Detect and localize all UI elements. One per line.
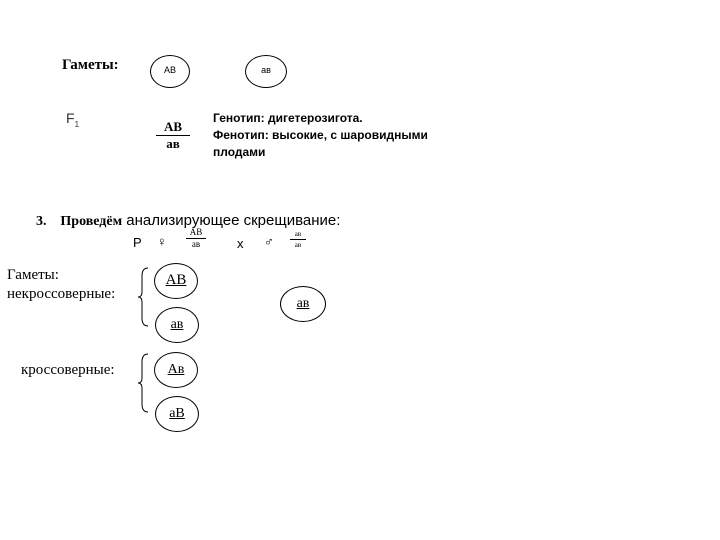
phenotype-line-1: Фенотип: высокие, с шаровидными [213,128,428,142]
f1-genotype-denominator: ав [166,136,180,151]
f1-genotype-numerator: АВ [156,119,190,136]
f1-letter: F [66,110,75,126]
female-genotype-numerator: АВ [186,227,206,239]
f1-description [213,110,428,161]
male-genotype [290,229,306,250]
genotype-line: Генотип: дигетерозигота. [213,111,363,125]
male-gamete-label: ав [296,296,310,311]
parents-label: Р [133,235,142,250]
f1-genotype [156,119,190,152]
crossover-gamete-2 [155,396,199,432]
male-symbol: ♂ [264,234,274,249]
gamete-circle-2 [245,55,287,88]
crossover-gamete-1-label: Ав [167,362,185,377]
step-number: 3. [36,214,47,229]
gametes-label-line-1: Гаметы: [7,267,59,283]
noncrossover-gamete-2-label: ав [170,317,184,332]
female-genotype-denominator: ав [191,239,201,249]
gametes-label [7,266,115,304]
f1-label [66,110,79,129]
gamete-circle-1 [150,55,190,88]
step-title-bold: Проведём [60,214,123,229]
noncrossover-gamete-1 [154,263,198,299]
crossover-gamete-2-label: аВ [169,406,185,421]
noncrossover-gamete-1-label: АВ [165,272,187,288]
cross-symbol: х [237,236,244,251]
female-genotype [186,227,206,250]
gamete-2-label: ав [261,65,271,75]
crossover-gamete-1 [154,352,198,388]
step-title-rest: анализирующее скрещивание: [122,212,341,229]
crossover-brace [136,352,150,414]
gametes-label-line-2: некроссоверные: [7,286,116,302]
male-gamete [280,286,326,322]
male-genotype-denominator: ав [294,241,302,249]
crossover-label: кроссоверные: [21,362,115,378]
gametes-heading: Гаметы: [62,57,119,73]
phenotype-line-2: плодами [213,145,266,159]
female-symbol: ♀ [157,234,167,249]
gamete-1-label: АВ [163,65,176,75]
noncrossover-gamete-2 [155,307,199,343]
noncrossover-brace [136,266,150,328]
f1-subscript: 1 [74,119,80,129]
male-genotype-numerator: ав [290,229,306,240]
